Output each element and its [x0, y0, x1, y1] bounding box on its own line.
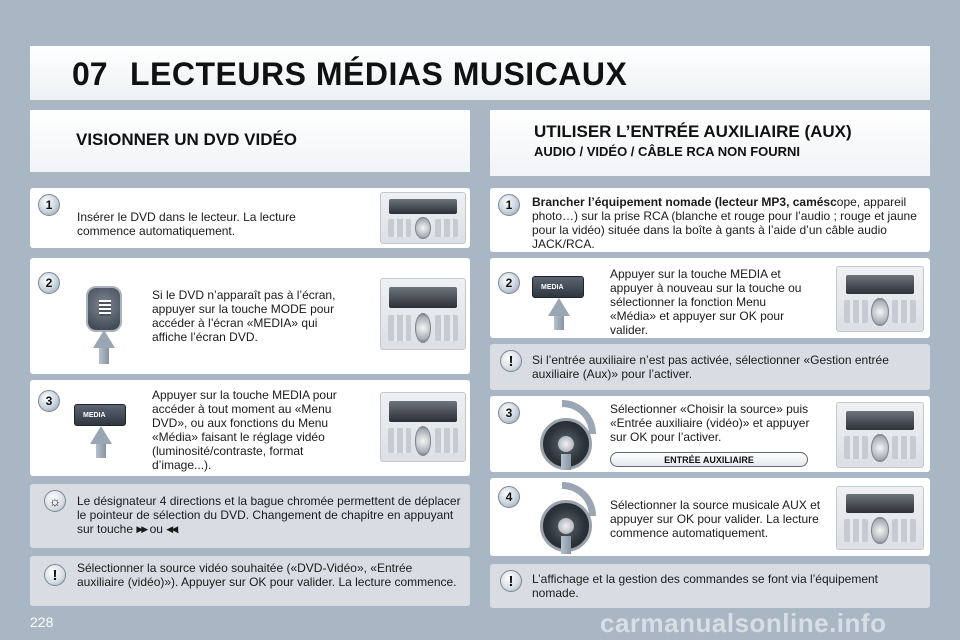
- arrow-up-icon: [93, 330, 115, 348]
- chapter-number: 07: [72, 56, 108, 92]
- right-step-1-text: Brancher l’équipement nomade (lecteur MP3, caméscope, appareil photo…) sur la prise RCA (blanche et rouge pour l’audio ; rouge et jaune pour la vidéo) située dans la boîte à gants à l’aide d’un câble audio JACK/RCA.: [532, 195, 917, 251]
- left-step-2-panel: [30, 258, 470, 374]
- left-step-1-panel: [30, 188, 470, 248]
- step-number-badge: 3: [38, 390, 60, 412]
- right-warning-1-text: Si l’entrée auxiliaire n’est pas activée, sélectionner «Gestion entrée auxiliaire (Aux)» pour l’activer.: [532, 353, 889, 381]
- control-panel-image: [380, 278, 466, 350]
- control-panel-image: [836, 266, 924, 332]
- right-step-4-panel: [490, 478, 930, 556]
- step-number-badge: 2: [498, 272, 520, 294]
- menu-button-icon: [86, 286, 122, 332]
- control-panel-image: [836, 486, 924, 550]
- control-panel-image: [836, 402, 924, 468]
- right-step-3-panel: [490, 396, 930, 472]
- left-warning-text: Sélectionner la source vidéo souhaitée («DVD-Vidéo», «Entrée auxiliaire (vidéo)»). Appuyer sur OK pour valider. La lecture commence.: [77, 561, 457, 589]
- arrow-up-icon: [548, 298, 570, 316]
- warning-icon: !: [44, 564, 66, 586]
- forward-skip-icon: ▶▶: [136, 524, 147, 534]
- step-number-badge: 2: [38, 272, 60, 294]
- aux-input-tag: ENTRÉE AUXILIAIRE: [610, 452, 808, 467]
- left-step-1-text: Insérer le DVD dans le lecteur. La lecture commence automatiquement.: [77, 210, 296, 238]
- right-warning-2-panel: [490, 564, 930, 608]
- left-step-3-panel: [30, 380, 470, 476]
- right-section-header: [490, 110, 930, 176]
- right-step-1-panel: [490, 188, 930, 252]
- dvd-player-image: [380, 192, 466, 244]
- step-number-badge: 1: [38, 194, 60, 216]
- left-warning-panel: [30, 556, 470, 606]
- backward-skip-icon: ◀◀: [166, 524, 177, 534]
- step-number-badge: 4: [498, 486, 520, 508]
- right-step-3-text: Sélectionner «Choisir la source» puis «Entrée auxiliaire (vidéo)» et appuyer sur OK pour l’activer.: [610, 402, 810, 444]
- arrow-up-icon: [90, 426, 112, 444]
- step-number-badge: 1: [498, 194, 520, 216]
- page-number: 228: [30, 614, 54, 630]
- right-section-title: UTILISER L’ENTRÉE AUXILIAIRE (AUX): [534, 122, 852, 141]
- chapter-title: LECTEURS MÉDIAS MUSICAUX: [130, 56, 628, 92]
- right-section-subtitle: AUDIO / VIDÉO / CÂBLE RCA NON FOURNI: [534, 144, 801, 159]
- right-warning-1-panel: [490, 344, 930, 390]
- watermark: carmanualsonline.info: [600, 608, 887, 638]
- left-tip-panel: [30, 484, 470, 548]
- media-button-icon: MEDIA: [532, 276, 584, 298]
- left-step-2-text: Si le DVD n’apparaît pas à l’écran, appuyer sur la touche MODE pour accéder à l’écran «MEDIA» qui affiche l’écran DVD.: [152, 288, 336, 344]
- warning-icon: !: [500, 350, 522, 372]
- left-step-3-text: Appuyer sur la touche MEDIA pour accéder à tout moment au «Menu DVD», ou aux fonctions du Menu «Média» faisant le réglage vidéo (luminosité/contraste, format d’image...).: [152, 388, 337, 472]
- right-warning-2-text: L’affichage et la gestion des commandes se font via l’équipement nomade.: [532, 572, 878, 600]
- left-tip-text: Le désignateur 4 directions et la bague chromée permettent de déplacer le pointeur de sélection du DVD. Changement de chapitre en appuyant sur touche ▶▶ ou ◀◀.: [77, 494, 461, 536]
- media-button-icon: MEDIA: [74, 404, 126, 426]
- right-step-2-text: Appuyer sur la touche MEDIA et appuyer à nouveau sur la touche ou sélectionner la fonction Menu «Média» et appuyer sur OK pour valider.: [610, 267, 802, 337]
- warning-icon: !: [500, 570, 522, 592]
- right-step-2-panel: [490, 258, 930, 338]
- tip-sun-icon: ☼: [44, 490, 66, 512]
- control-panel-image: [380, 392, 466, 462]
- right-step-4-text: Sélectionner la source musicale AUX et appuyer sur OK pour valider. La lecture commence automatiquement.: [610, 498, 821, 540]
- step-number-badge: 3: [498, 402, 520, 424]
- left-section-title: VISIONNER UN DVD VIDÉO: [76, 130, 298, 149]
